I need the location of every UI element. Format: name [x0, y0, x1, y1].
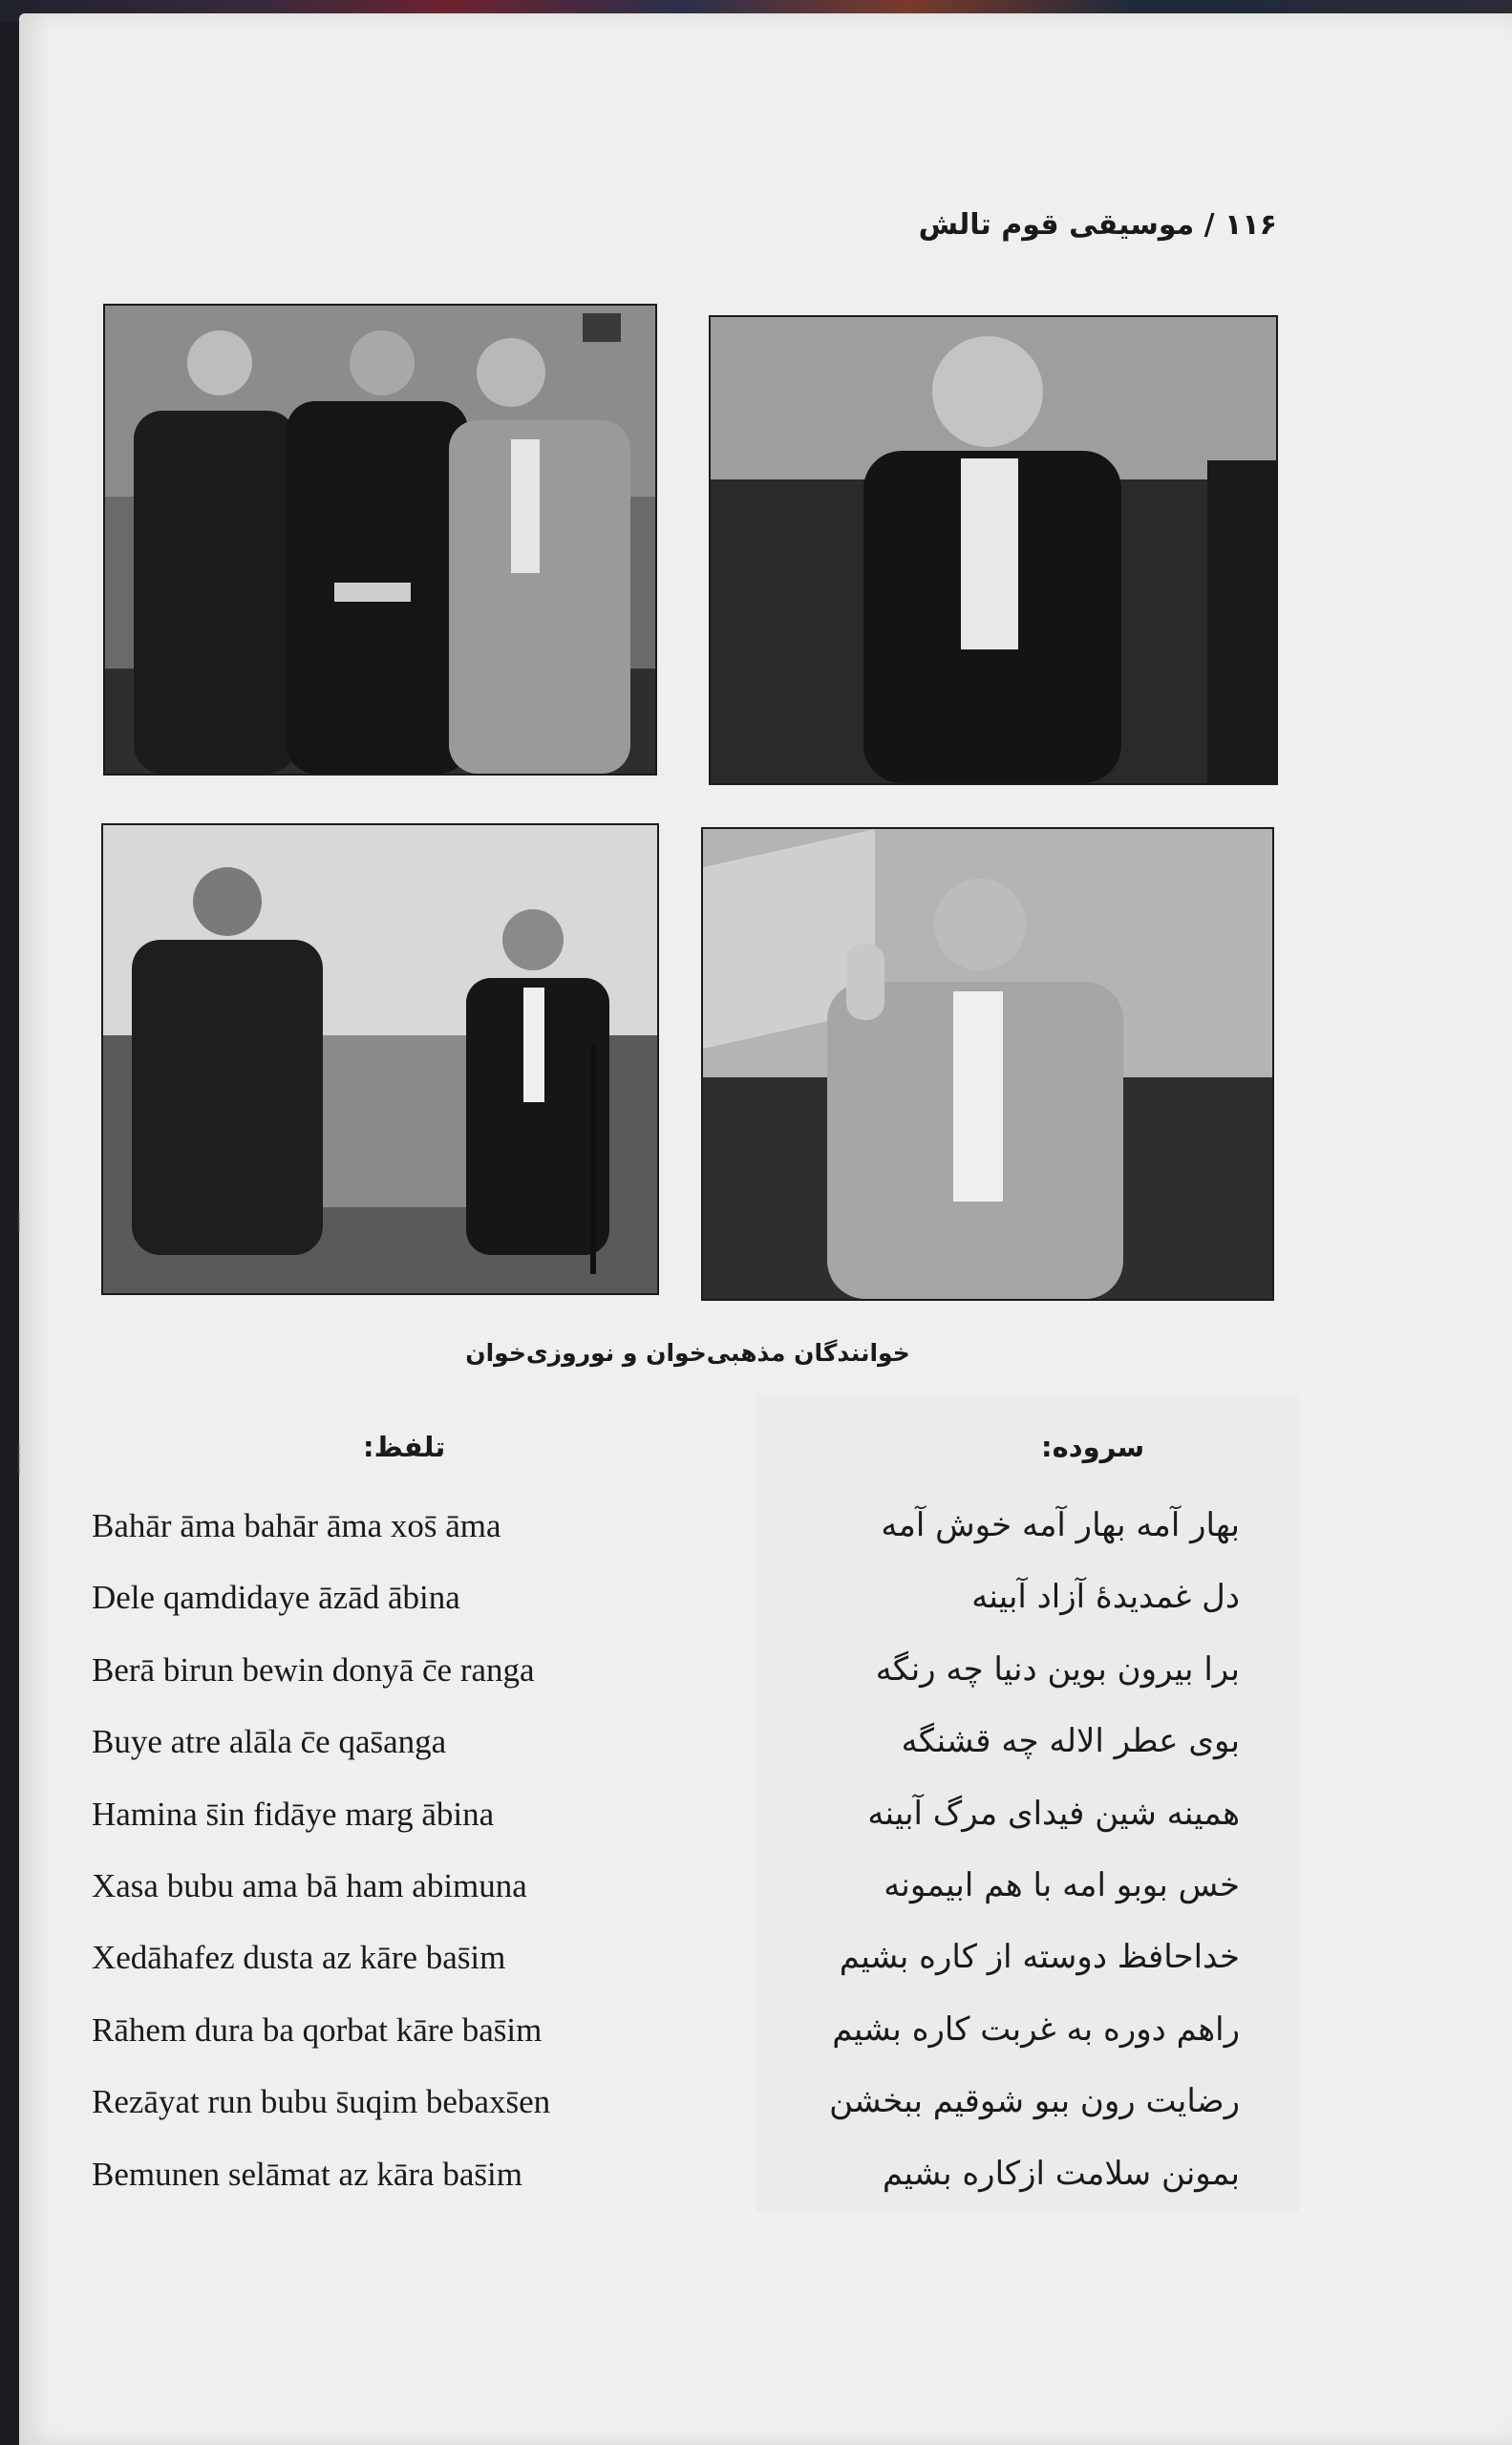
running-header: ۱۱۶ / موسیقی قوم تالش [918, 208, 1277, 242]
persian-lyric-line: بوی عطر الاله چه قشنگه [901, 1722, 1240, 1761]
persian-lyric-line: خس بوبو امه با هم ابیمونه [884, 1865, 1240, 1904]
figure-caption: خوانندگان مذهبی‌خوان و نوروزی‌خوان [465, 1339, 910, 1367]
lyrics-column-heading: سروده: [1041, 1431, 1145, 1463]
transliteration-line: Bahār āma bahār āma xos̄ āma [92, 1507, 501, 1544]
transliteration-line: Xasa bubu ama bā ham abimuna [92, 1866, 527, 1904]
transliteration-list [92, 1490, 722, 2210]
photo-three-seated-singers [103, 304, 657, 776]
persian-lyric-line: رضایت رون ببو شوقیم ببخشن [829, 2082, 1240, 2121]
photo-singer-gesturing [701, 827, 1274, 1301]
transliteration-line: Xedāhafez dusta az kāre bas̄im [92, 1939, 506, 1977]
transliteration-line: Buye atre alāla c̄e qas̄anga [92, 1723, 447, 1761]
photo-single-singer [709, 315, 1278, 785]
persian-lyric-line: راهم دوره به غربت کاره بشیم [832, 2009, 1240, 2049]
photo-two-singers-with-microphone [101, 823, 659, 1295]
page-edge-marks: ⁞ ⁞ ⁞ [17, 1440, 21, 1478]
page-edge-marks: ⁞ ⁞ [17, 1209, 21, 1236]
persian-lyric-line: همینه شین فیدای مرگ آبینه [867, 1794, 1240, 1833]
persian-lyrics-list [793, 1490, 1240, 2210]
transliteration-line: Dele qamdidaye āzād ābina [92, 1579, 460, 1617]
transliteration-line: Rezāyat run bubu s̄uqim bebaxs̄en [92, 2083, 551, 2121]
transliteration-line: Hamina s̄in fidāye marg ābina [92, 1795, 495, 1833]
transliteration-line: Berā birun bewin donyā c̄e ranga [92, 1650, 535, 1689]
persian-lyric-line: خداحافظ دوسته از کاره بشیم [839, 1938, 1240, 1977]
persian-lyric-line: دل غمدیدهٔ آزاد آبینه [971, 1578, 1240, 1617]
transliteration-line: Rāhem dura ba qorbat kāre bas̄im [92, 2010, 543, 2049]
transliteration-line: Bemunen selāmat az kāra bas̄im [92, 2155, 522, 2193]
persian-lyric-line: بمونن سلامت ازکاره بشیم [882, 2154, 1240, 2193]
pronunciation-column-heading: تلفظ: [363, 1431, 446, 1463]
persian-lyric-line: برا بیرون بوین دنیا چه رنگه [875, 1649, 1240, 1689]
persian-lyric-line: بهار آمه بهار آمه خوش آمه [881, 1506, 1240, 1544]
